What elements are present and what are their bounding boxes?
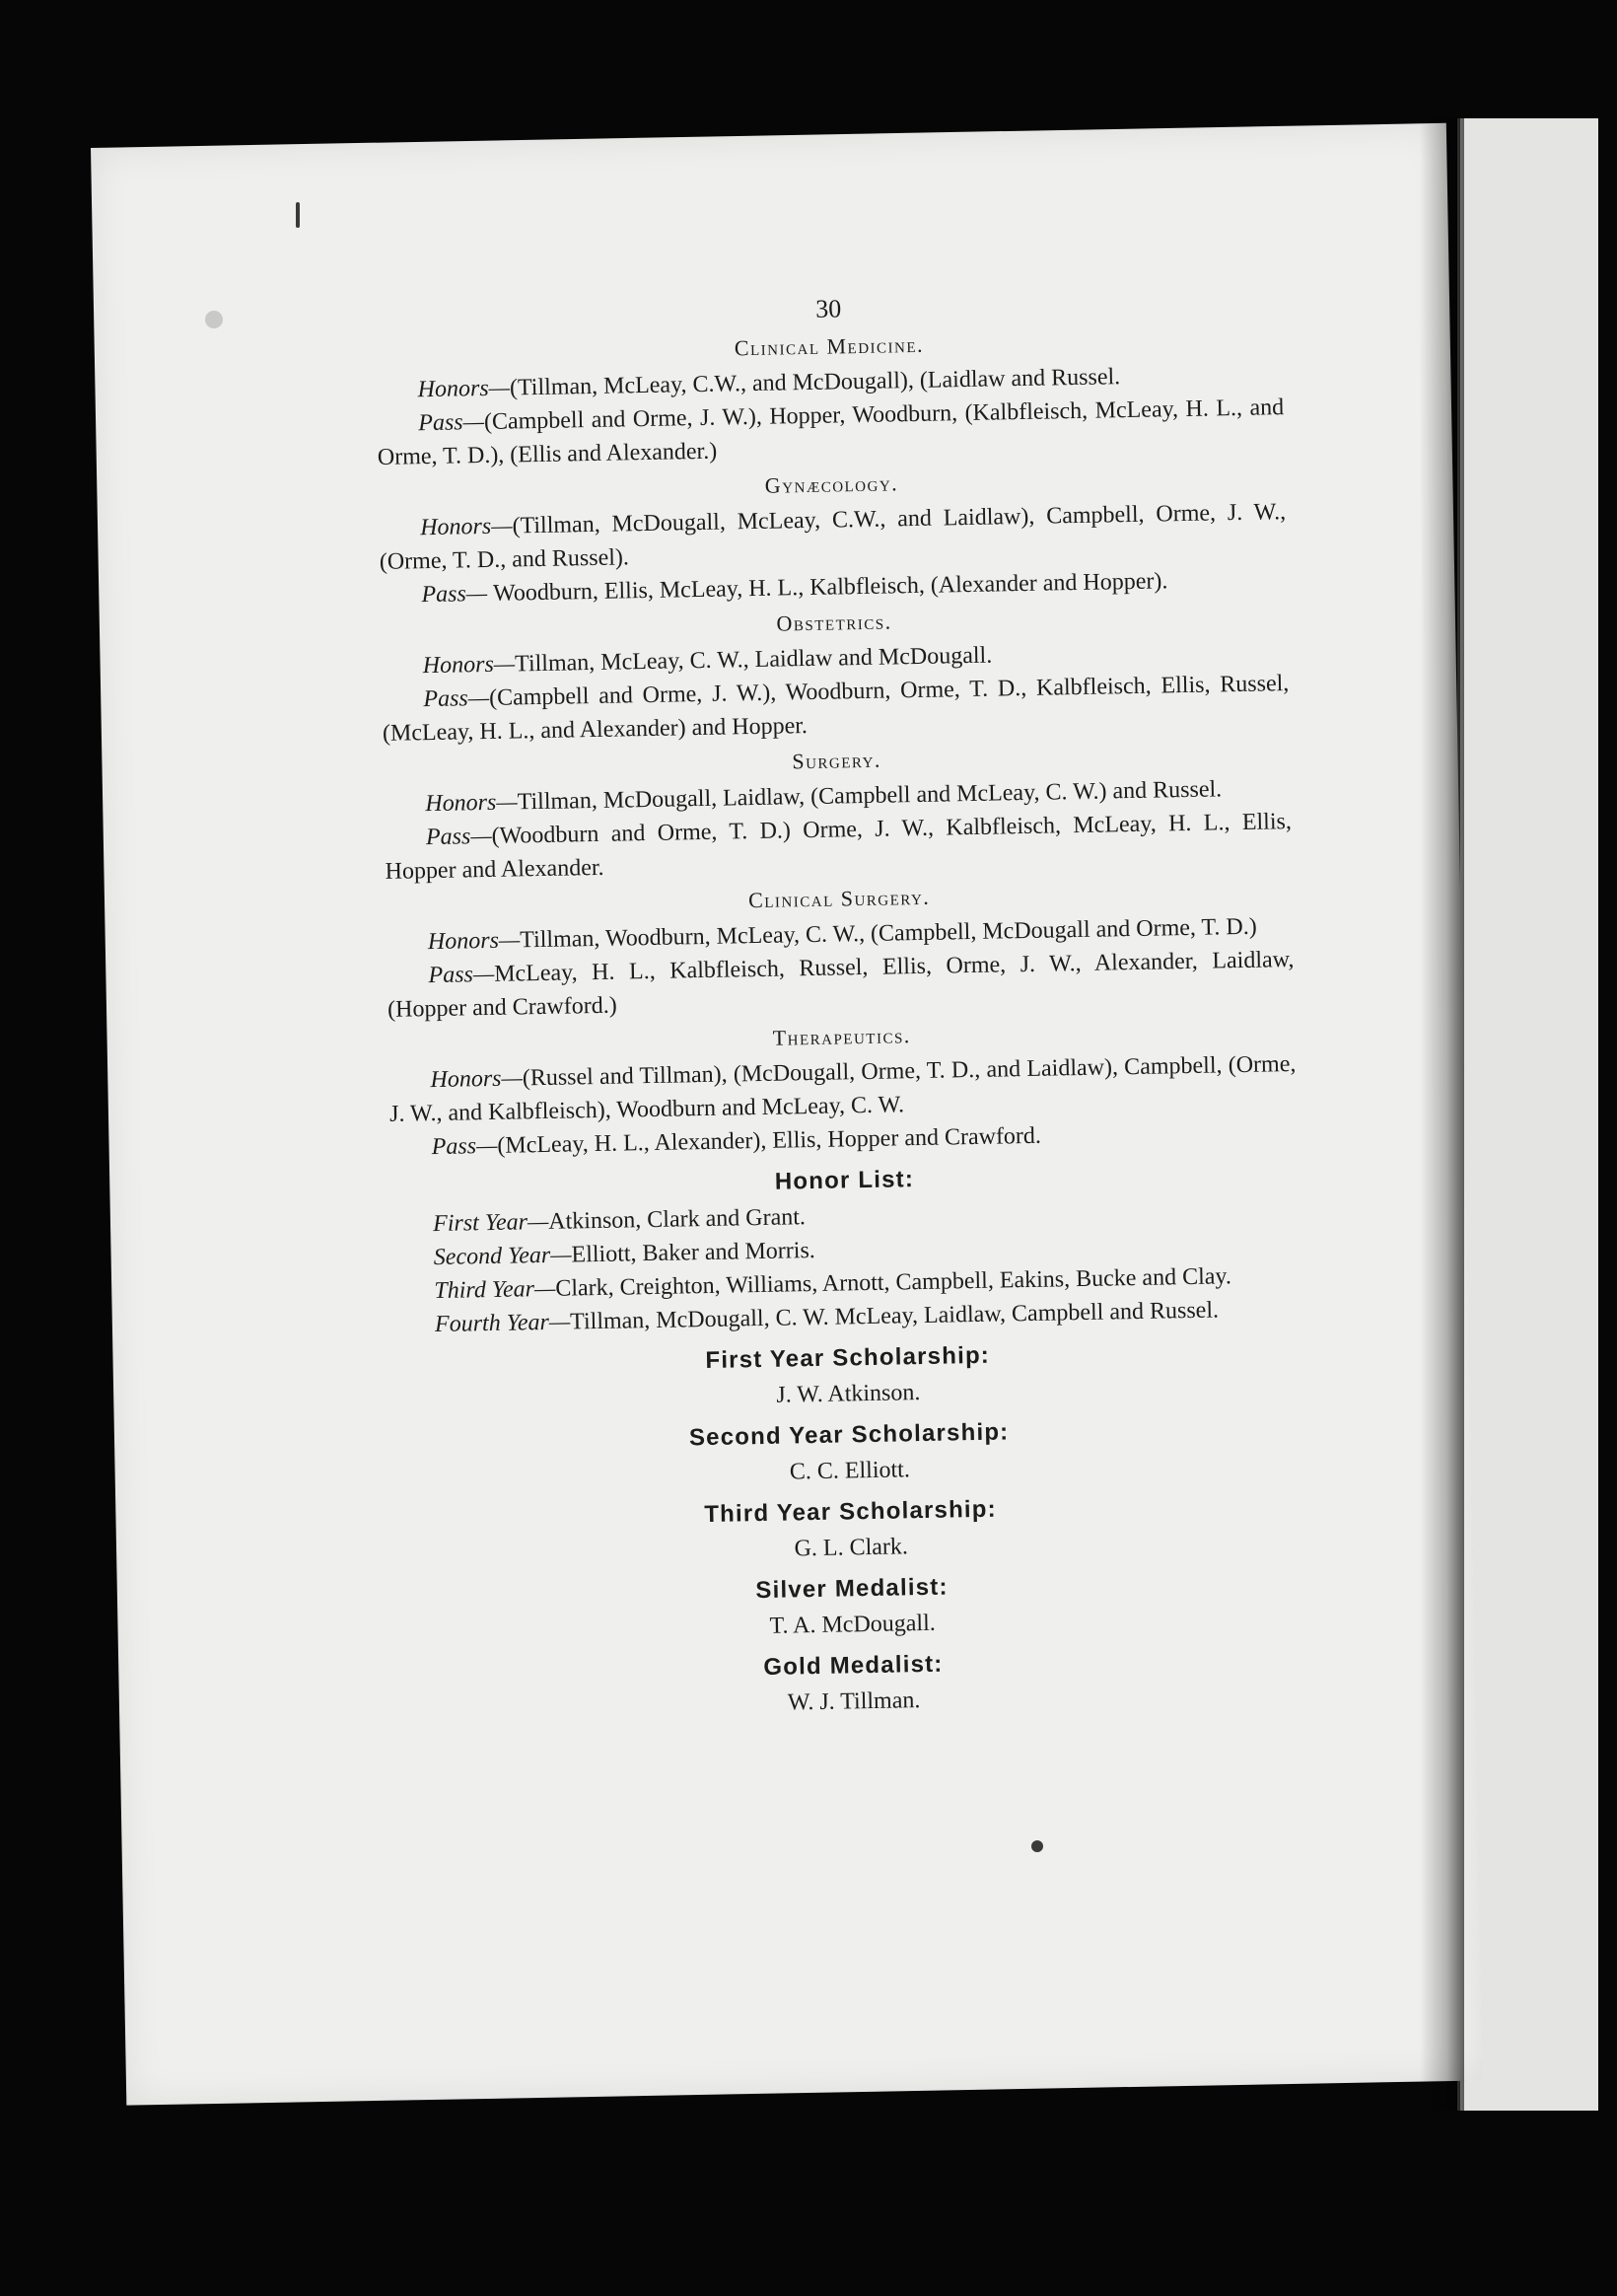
entry-text: (Tillman, McLeay, C.W., and McDougall), (Laidlaw and Russel. — [509, 364, 1121, 401]
award-heading: First Year Scholarship: — [705, 1341, 991, 1375]
section-therapeutics — [388, 1012, 1298, 1165]
honor-list-heading: Honor List: — [774, 1166, 915, 1195]
entry-text: (Woodburn and Orme, T. D.) Orme, J. W., Kalbfleisch, McLeay, H. L., Ellis, Hopper and Alexander. — [385, 809, 1293, 885]
entry-label: Fourth Year— — [434, 1309, 571, 1338]
entry-label: Honors— — [419, 513, 513, 541]
entry-label: Third Year— — [434, 1275, 556, 1305]
award-heading: Silver Medalist: — [755, 1573, 949, 1605]
entry-text: Woodburn, Ellis, McLeay, H. L., Kalbfleisch, (Alexander and Hopper). — [492, 568, 1168, 607]
award-heading: Third Year Scholarship: — [704, 1495, 998, 1529]
section-heading: Gynæcology. — [764, 470, 899, 498]
ink-speck — [1031, 1840, 1043, 1852]
award-first-year-scholarship — [393, 1333, 1301, 1419]
award-heading: Gold Medalist: — [763, 1650, 944, 1682]
entry-text: Tillman, McLeay, C. W., Laidlaw and McDougall. — [514, 642, 993, 678]
award-recipient: T. A. McDougall. — [769, 1610, 936, 1639]
entry-label: Pass— — [425, 823, 492, 851]
award-third-year-scholarship — [396, 1487, 1304, 1573]
ink-speck — [205, 311, 223, 328]
ink-speck — [296, 202, 300, 228]
entry-text: McLeay, H. L., Kalbfleisch, Russel, Ellis, Orme, J. W., Alexander, Laidlaw, (Hopper and Crawford.) — [387, 947, 1295, 1023]
entry-text: (Russel and Tillman), (McDougall, Orme, T. D., and Laidlaw), Campbell, (Orme, J. W., and Kalbfleisch), Woodburn and McLeay, C. W. — [388, 1051, 1297, 1127]
entry-label: Pass— — [421, 580, 494, 609]
entry-label: Pass— — [431, 1132, 498, 1161]
entry-text: Tillman, McDougall, C. W. McLeay, Laidlaw, Campbell and Russel. — [569, 1297, 1220, 1335]
section-heading: Surgery. — [792, 747, 882, 774]
page-number: 30 — [814, 294, 842, 323]
section-obstetrics — [381, 598, 1290, 751]
section-heading: Therapeutics. — [772, 1023, 912, 1050]
award-recipient: W. J. Tillman. — [787, 1687, 921, 1716]
page-content — [375, 284, 1307, 1733]
entry-label: Pass— — [418, 408, 485, 437]
facing-page-edge — [1457, 118, 1598, 2111]
award-recipient: J. W. Atkinson. — [776, 1380, 921, 1408]
award-recipient: G. L. Clark. — [794, 1534, 909, 1562]
entry-label: Pass— — [428, 961, 495, 989]
entry-text: Tillman, McDougall, Laidlaw, (Campbell and McLeay, C. W.) and Russel. — [517, 776, 1223, 816]
entry-text: Clark, Creighton, Williams, Arnott, Campbell, Eakins, Bucke and Clay. — [555, 1263, 1232, 1302]
section-heading: Clinical Surgery. — [747, 884, 931, 913]
section-heading: Obstetrics. — [776, 609, 892, 636]
section-surgery — [383, 736, 1292, 889]
entry-label: Honors— — [417, 375, 511, 403]
entry-label: Honors— — [425, 789, 518, 818]
section-heading: Clinical Medicine. — [734, 331, 925, 361]
entry-text: Atkinson, Clark and Grant. — [548, 1204, 807, 1235]
entry-label: Honors— — [427, 927, 521, 956]
entry-label: First Year— — [432, 1208, 549, 1238]
entry-label: Pass— — [423, 684, 490, 713]
entry-text: Tillman, Woodburn, McLeay, C. W., (Campbell, McDougall and Orme, T. D.) — [520, 913, 1257, 954]
award-heading: Second Year Scholarship: — [688, 1418, 1010, 1452]
honor-list — [390, 1156, 1301, 1342]
entry-text: Elliott, Baker and Morris. — [571, 1237, 816, 1268]
entry-label: Honors— — [422, 651, 516, 680]
section-gynaecology — [378, 460, 1287, 612]
entry-text: (Tillman, McDougall, McLeay, C.W., and Laidlaw), Campbell, Orme, J. W., (Orme, T. D., and Russel). — [379, 499, 1287, 575]
entry-text: (Campbell and Orme, J. W.), Woodburn, Orme, T. D., Kalbfleisch, Ellis, Russel, (McLeay, H. L., and Alexander) and Hopper. — [382, 671, 1290, 747]
section-clinical-medicine — [376, 322, 1285, 474]
section-clinical-surgery — [386, 874, 1295, 1027]
entry-text: (McLeay, H. L., Alexander), Ellis, Hopper and Crawford. — [497, 1122, 1042, 1159]
entry-text: (Campbell and Orme, J. W.), Hopper, Woodburn, (Kalbfleisch, McLeay, H. L., and Orme, T. D.), (Ellis and Alexander.) — [377, 395, 1285, 470]
award-silver-medalist — [398, 1564, 1306, 1650]
entry-label: Second Year— — [433, 1242, 572, 1271]
award-second-year-scholarship — [395, 1410, 1303, 1496]
award-gold-medalist — [399, 1641, 1307, 1727]
award-recipient: C. C. Elliott. — [789, 1457, 911, 1485]
entry-label: Honors— — [430, 1065, 524, 1094]
book-gutter — [1420, 118, 1464, 2111]
